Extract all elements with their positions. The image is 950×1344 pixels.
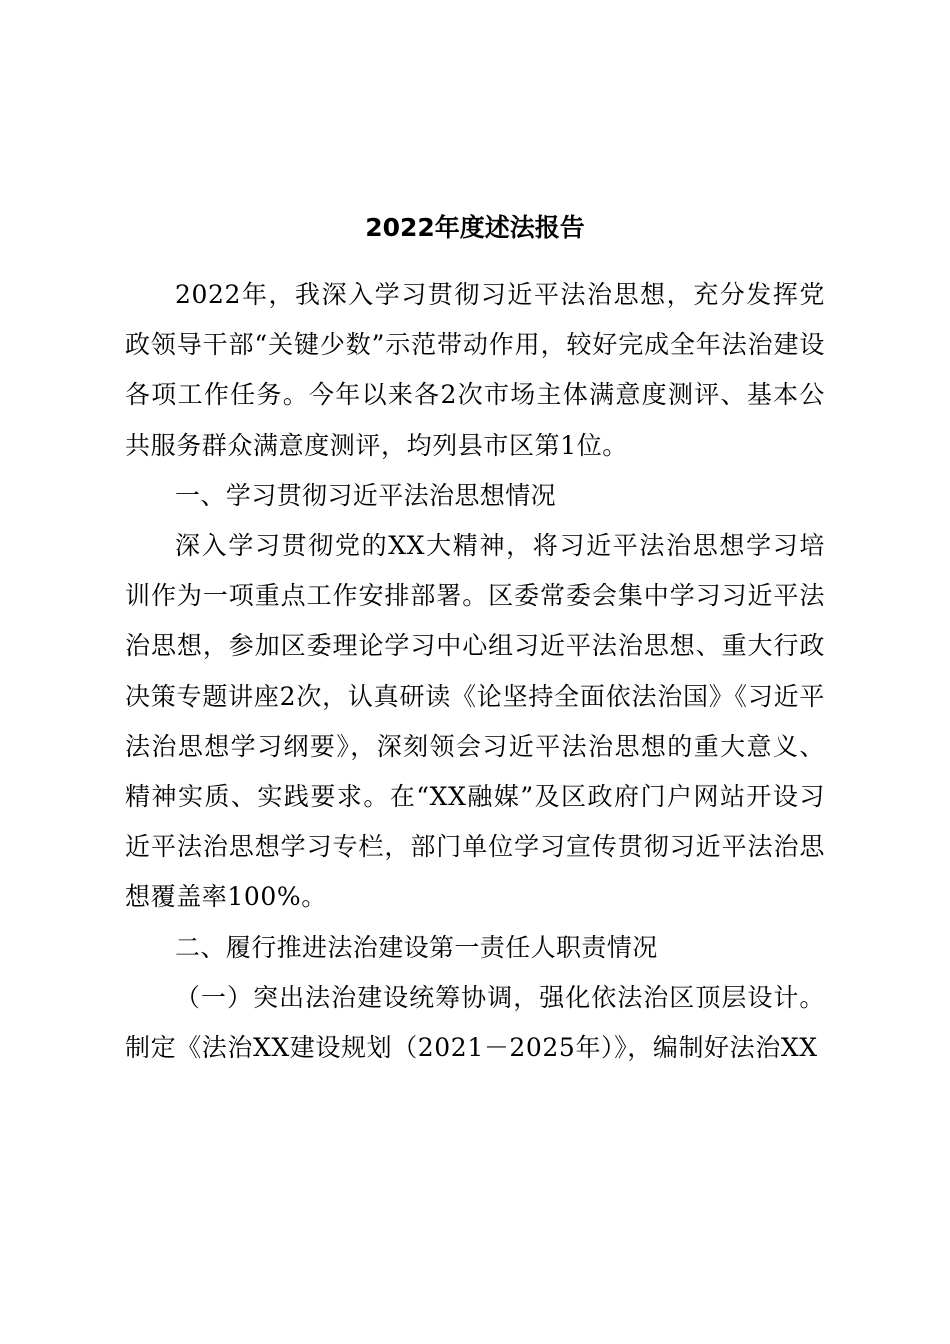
section-1-heading: 一、学习贯彻习近平法治思想情况 [175, 480, 557, 510]
section-2-paragraph: （一）突出法治建设统筹协调，强化依法治区顶层设计。制定《法治XX建设规划（2021－2025年）》，编制好法治XX [125, 982, 825, 1063]
section-1-paragraph: 深入学习贯彻党的XX大精神，将习近平法治思想学习培训作为一项重点工作安排部署。区委常委会集中学习习近平法治思想，参加区委理论学习中心组习近平法治思想、重大行政决策专题讲座2次，认真研读《论坚持全面依法治国》《习近平法治思想学习纲要》，深刻领会习近平法治思想的重大意义、精神实质、实践要求。在“XX融媒”及区政府门户网站开设习近平法治思想学习专栏，部门单位学习宣传贯彻习近平法治思想覆盖率100%。 [125, 531, 825, 912]
section-2-heading: 二、履行推进法治建设第一责任人职责情况 [175, 932, 658, 962]
document-title: 2022年度述法报告 [365, 213, 585, 242]
intro-paragraph: 2022年，我深入学习贯彻习近平法治思想，充分发挥党政领导干部“关键少数”示范带动作用，较好完成全年法治建设各项工作任务。今年以来各2次市场主体满意度测评、基本公共服务群众满意度测评，均列县市区第1位。 [125, 280, 825, 460]
document-body [125, 270, 825, 1073]
